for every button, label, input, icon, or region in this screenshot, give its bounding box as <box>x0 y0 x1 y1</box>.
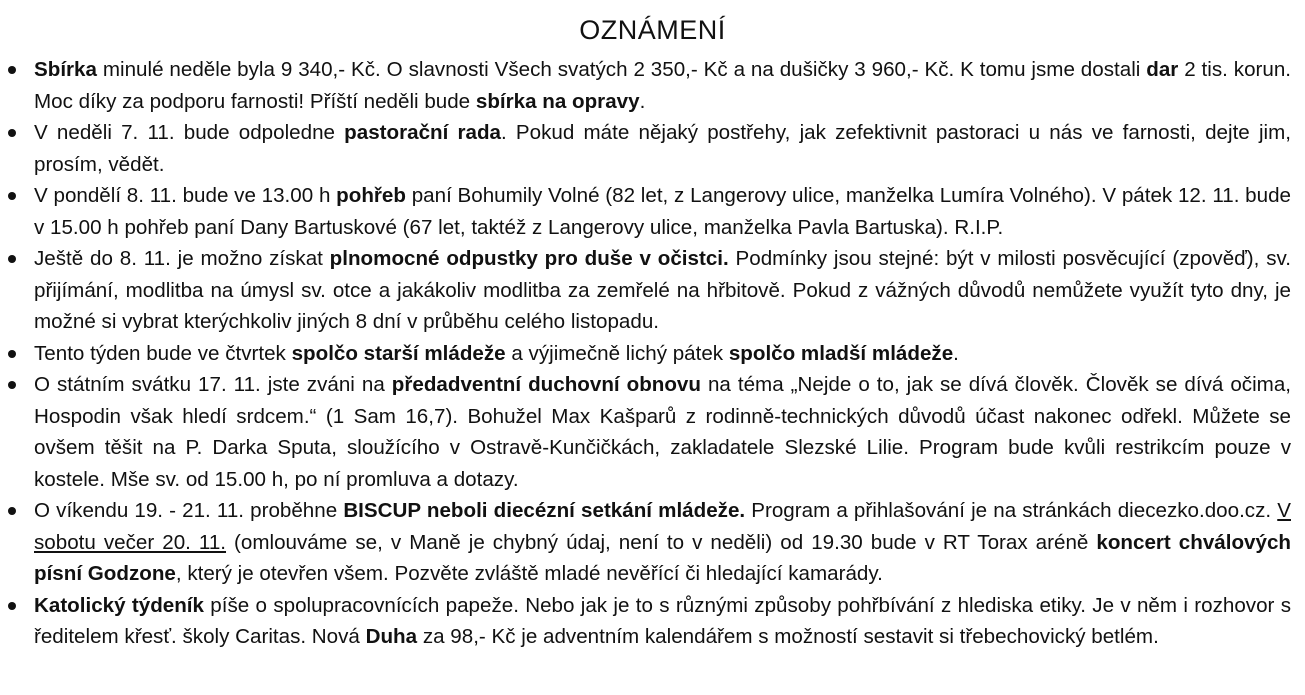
emphasis-text: pastorační rada <box>344 121 502 144</box>
body-text: píše o spolupracovnících papeže. Nebo jak je to s různými způsoby pohřbívání z hlediska etiky. Je v něm i rozhovor s ředitelem křesť. školy Caritas. Nová <box>34 593 1291 648</box>
emphasis-text: sbírka na opravy <box>475 89 640 113</box>
announcement-item <box>34 369 1291 495</box>
emphasis-text: pohřeb <box>336 184 406 207</box>
emphasis-text: Sbírka <box>34 58 97 81</box>
body-text: V pondělí 8. 11. bude ve 13.00 h <box>34 184 337 207</box>
body-text: na téma „Nejde o to, jak se dívá člověk. Člověk se dívá očima, Hospodin však hledí srdcem.“ (1 Sam 16,7). Bohužel Max Kašparů z rodinně-technických důvodů účast nakonec odřekl. Můžete se ovšem těšit na P. Darka Sputa, sloužícího v Ostravě-Kunčičkách, zakladatele Slezské Lilie. Program bude kvůli restrikcím pouze v kostele. Mše sv. od 15.00 h, po ní promluva a dotazy. <box>34 373 1292 491</box>
body-text: V neděli 7. 11. bude odpoledne <box>34 121 345 144</box>
body-text: 2 tis. korun. Moc díky za podporu farnosti! Příští neděli bude <box>34 58 1292 113</box>
announcement-item <box>34 180 1291 243</box>
announcement-item <box>34 338 1291 370</box>
body-text: minulé neděle byla 9 340,- Kč. O slavnosti Všech svatých 2 350,- Kč a na dušičky 3 960,- Kč. K tomu jsme dostali <box>96 58 1147 81</box>
body-text: . <box>639 89 646 113</box>
body-text: . <box>953 341 959 365</box>
body-text: (omlouváme se, v Maně je chybný údaj, není to v neděli) od 19.30 bude v RT Torax aréně <box>226 530 1097 554</box>
emphasis-text: předadventní duchovní obnovu <box>391 373 701 396</box>
announcement-list <box>0 54 1305 653</box>
announcement-item <box>34 243 1291 338</box>
emphasis-text: spolčo mladší mládeže <box>728 341 954 365</box>
announcement-item <box>34 495 1291 590</box>
emphasis-text: Duha <box>365 625 418 648</box>
body-text: O víkendu 19. - 21. 11. proběhne <box>34 499 344 522</box>
body-text: . Pokud máte nějaký postřehy, jak zefektivnit pastoraci u nás ve farnosti, dejte jim, prosím, vědět. <box>34 121 1291 176</box>
emphasis-text: koncert chválových písní Godzone <box>34 530 1291 585</box>
underlined-text: V sobotu večer 20. 11. <box>34 499 1291 554</box>
emphasis-text: dar <box>1146 58 1179 81</box>
emphasis-text: BISCUP neboli diecézní setkání mládeže. <box>343 499 746 522</box>
page-title: OZNÁMENÍ <box>579 15 726 45</box>
announcement-item <box>34 54 1291 117</box>
body-text: Podmínky jsou stejné: být v milosti posvěcující (zpověď), sv. přijímání, modlitba na úmysl sv. otce a jakákoliv modlitba za zemřelé na hřbitově. Pokud z vážných důvodů nemůžete využít tyto dny, je možné si vybrat kterýchkoliv jiných 8 dní v průběhu celého listopadu. <box>34 247 1291 333</box>
body-text: za 98,- Kč je adventním kalendářem s možností sestavit si třebechovický betlém. <box>417 625 1159 648</box>
emphasis-text: Katolický týdeník <box>34 593 204 617</box>
body-text: , který je otevřen všem. Pozvěte zvláště mladé nevěřící či hledající kamarády. <box>175 562 883 585</box>
announcement-item <box>34 590 1291 653</box>
body-text: Ještě do 8. 11. je možno získat <box>34 247 330 270</box>
body-text: O státním svátku 17. 11. jste zváni na <box>34 373 392 396</box>
body-text: Tento týden bude ve čtvrtek <box>34 341 292 365</box>
announcement-item <box>34 117 1291 180</box>
emphasis-text: plnomocné odpustky pro duše v očistci. <box>329 247 729 270</box>
body-text: Program a přihlašování je na stránkách diecezko.doo.cz. <box>745 499 1278 522</box>
emphasis-text: spolčo starší mládeže <box>291 341 506 365</box>
body-text: a výjimečně lichý pátek <box>505 341 729 365</box>
body-text: paní Bohumily Volné (82 let, z Langerovy ulice, manželka Lumíra Volného). V pátek 12. 11. bude v 15.00 h pohřeb paní Dany Bartuskové (67 let, taktéž z Langerovy ulice, manželka Pavla Bartuska). R.I.P. <box>34 184 1291 239</box>
